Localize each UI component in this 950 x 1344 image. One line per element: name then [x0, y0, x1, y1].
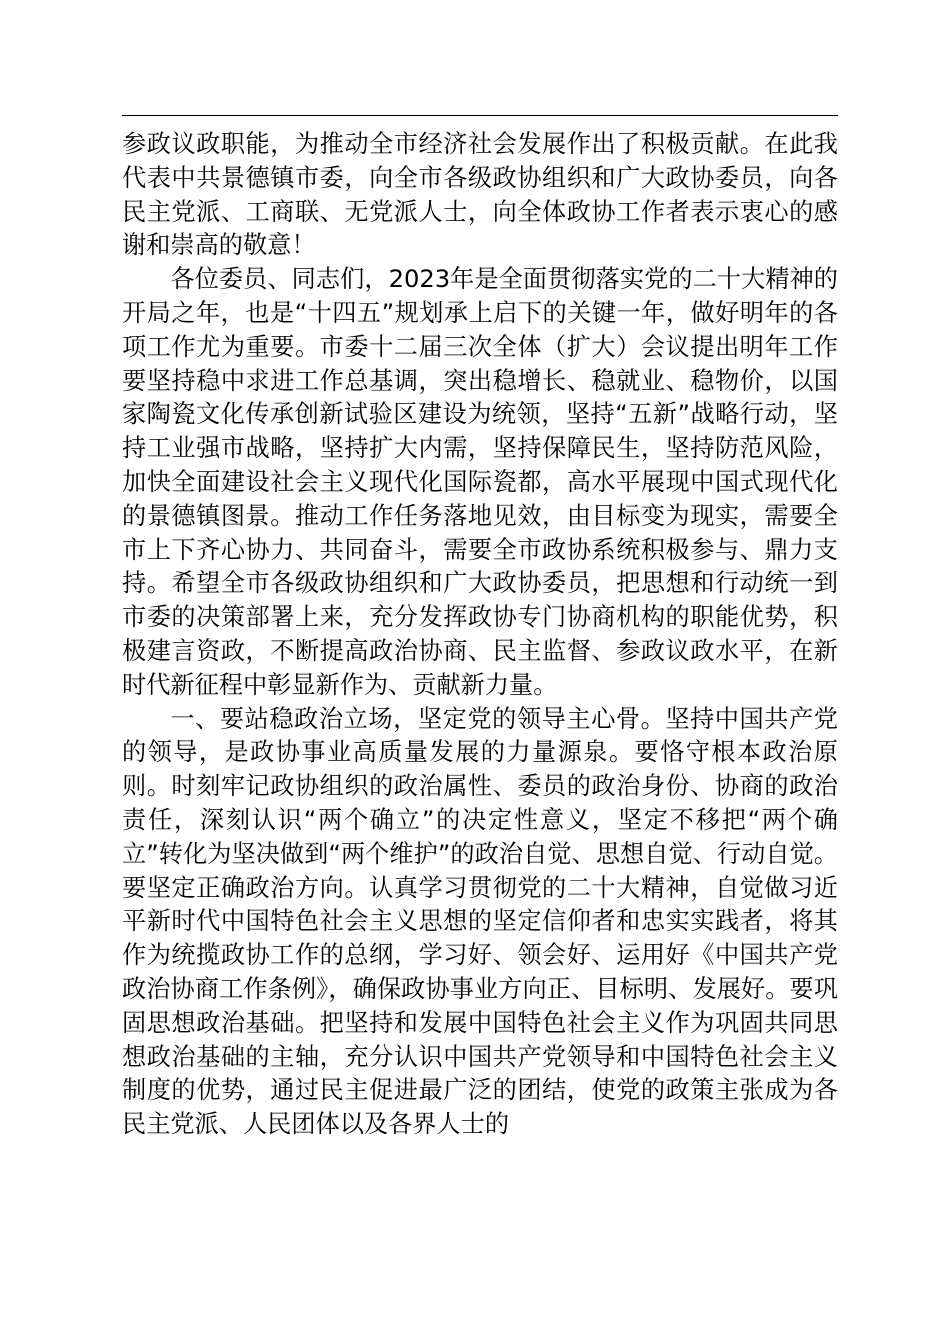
paragraph-2023-work: 各位委员、同志们，2023年是全面贯彻落实党的二十大精神的开局之年，也是“十四五”规划承上启下的关键一年，做好明年的各项工作尤为重要。市委十二届三次全体（扩大）会议提出明年工作要坚持稳中求进工作总基调，突出稳增长、稳就业、稳物价，以国家陶瓷文化传承创新试验区建设为统领，坚持“五新”战略行动，坚持工业强市战略，坚持扩大内需，坚持保障民生，坚持防范风险，加快全面建设社会主义现代化国际瓷都，高水平展现中国式现代化的景德镇图景。推动工作任务落地见效，由目标变为现实，需要全市上下齐心协力、共同奋斗，需要全市政协系统积极参与、鼎力支持。希望全市各级政协组织和广大政协委员，把思想和行动统一到市委的决策部署上来，充分发挥政协专门协商机构的职能优势，积极建言资政，不断提高政治协商、民主监督、参政议政水平，在新时代新征程中彰显新作为、贡献新力量。	[122, 265, 838, 699]
paragraph-continuation: 参政议政职能，为推动全市经济社会发展作出了积极贡献。在此我代表中共景德镇市委，向全市各级政协组织和广大政协委员，向各民主党派、工商联、无党派人士，向全体政协工作者表示衷心的感谢和崇高的敬意！	[122, 130, 838, 260]
paragraph-section-one: 一、要站稳政治立场，坚定党的领导主心骨。坚持中国共产党的领导，是政协事业高质量发展的力量源泉。要恪守根本政治原则。时刻牢记政协组织的政治属性、委员的政治身份、协商的政治责任，深刻认识“两个确立”的决定性意义，坚定不移把“两个确立”转化为坚决做到“两个维护”的政治自觉、思想自觉、行动自觉。要坚定正确政治方向。认真学习贯彻党的二十大精神，自觉做习近平新时代中国特色社会主义思想的坚定信仰者和忠实实践者，将其作为统揽政协工作的总纲，学习好、领会好、运用好《中国共产党政治协商工作条例》，确保政协事业方向正、目标明、发展好。要巩固思想政治基础。把坚持和发展中国特色社会主义作为巩固共同思想政治基础的主轴，充分认识中国共产党领导和中国特色社会主义制度的优势，通过民主促进最广泛的团结，使党的政策主张成为各民主党派、人民团体以及各界人士的	[122, 704, 838, 1139]
document-body	[122, 128, 838, 1142]
header-rule	[122, 115, 838, 116]
